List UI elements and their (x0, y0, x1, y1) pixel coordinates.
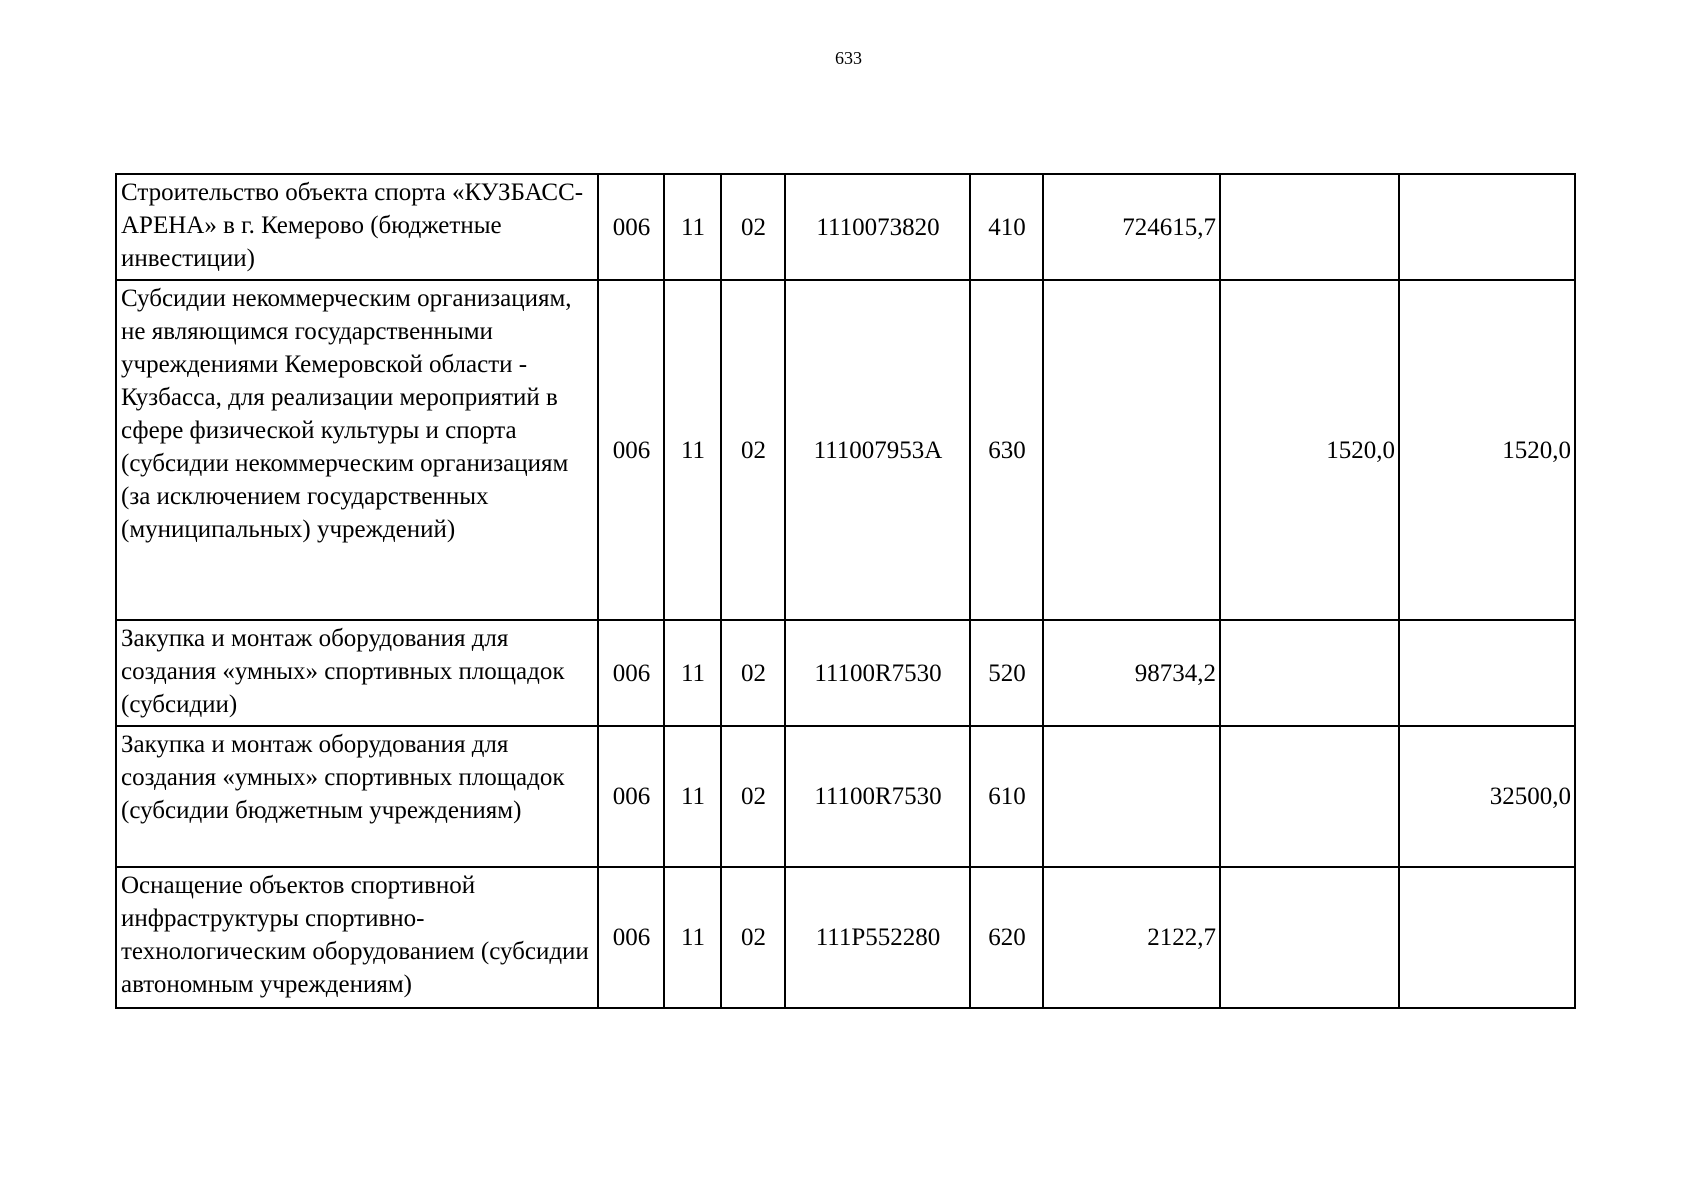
expense-type-code: 630 (970, 280, 1043, 620)
subsection-code: 02 (721, 280, 785, 620)
expense-description: Субсидии некоммерческим организациям, не являющимся государственными учреждениями Кемеровской области - Кузбасса, для реализации мероприятий в сфере физической культуры и спорта (субсидии некоммерческим организациям (за исключением государственных (муниципальных) учреждений) (116, 280, 598, 620)
target-article-code: 1110073820 (785, 174, 970, 280)
page-number: 633 (835, 48, 862, 68)
amount-year-1: 724615,7 (1043, 174, 1220, 280)
expense-description: Строительство объекта спорта «КУЗБАСС-АРЕНА» в г. Кемерово (бюджетные инвестиции) (116, 174, 598, 280)
expense-description: Закупка и монтаж оборудования для создания «умных» спортивных площадок (субсидии) (116, 620, 598, 726)
budget-table (115, 173, 1576, 1009)
subsection-code: 02 (721, 726, 785, 867)
expense-type-code: 610 (970, 726, 1043, 867)
amount-year-3 (1399, 867, 1575, 1008)
expense-type-code: 620 (970, 867, 1043, 1008)
section-code: 11 (664, 174, 721, 280)
amount-year-2: 1520,0 (1220, 280, 1399, 620)
amount-year-2 (1220, 867, 1399, 1008)
subsection-code: 02 (721, 620, 785, 726)
table-row (116, 280, 1575, 620)
ministry-code: 006 (598, 280, 664, 620)
table-row (116, 867, 1575, 1008)
expense-type-code: 410 (970, 174, 1043, 280)
ministry-code: 006 (598, 620, 664, 726)
expense-type-code: 520 (970, 620, 1043, 726)
amount-year-3 (1399, 620, 1575, 726)
target-article-code: 11100R7530 (785, 726, 970, 867)
amount-year-1 (1043, 726, 1220, 867)
subsection-code: 02 (721, 867, 785, 1008)
target-article-code: 111007953А (785, 280, 970, 620)
subsection-code: 02 (721, 174, 785, 280)
amount-year-2 (1220, 726, 1399, 867)
section-code: 11 (664, 280, 721, 620)
section-code: 11 (664, 726, 721, 867)
amount-year-3: 32500,0 (1399, 726, 1575, 867)
amount-year-1 (1043, 280, 1220, 620)
table-row (116, 174, 1575, 280)
amount-year-1: 2122,7 (1043, 867, 1220, 1008)
amount-year-3 (1399, 174, 1575, 280)
ministry-code: 006 (598, 867, 664, 1008)
target-article-code: 11100R7530 (785, 620, 970, 726)
table-row (116, 726, 1575, 867)
section-code: 11 (664, 620, 721, 726)
expense-description: Оснащение объектов спортивной инфраструктуры спортивно-технологическим оборудованием (субсидии автономным учреждениям) (116, 867, 598, 1008)
ministry-code: 006 (598, 726, 664, 867)
section-code: 11 (664, 867, 721, 1008)
ministry-code: 006 (598, 174, 664, 280)
amount-year-1: 98734,2 (1043, 620, 1220, 726)
amount-year-2 (1220, 174, 1399, 280)
amount-year-2 (1220, 620, 1399, 726)
table-row (116, 620, 1575, 726)
target-article-code: 111P552280 (785, 867, 970, 1008)
amount-year-3: 1520,0 (1399, 280, 1575, 620)
expense-description: Закупка и монтаж оборудования для создания «умных» спортивных площадок (субсидии бюджетным учреждениям) (116, 726, 598, 867)
